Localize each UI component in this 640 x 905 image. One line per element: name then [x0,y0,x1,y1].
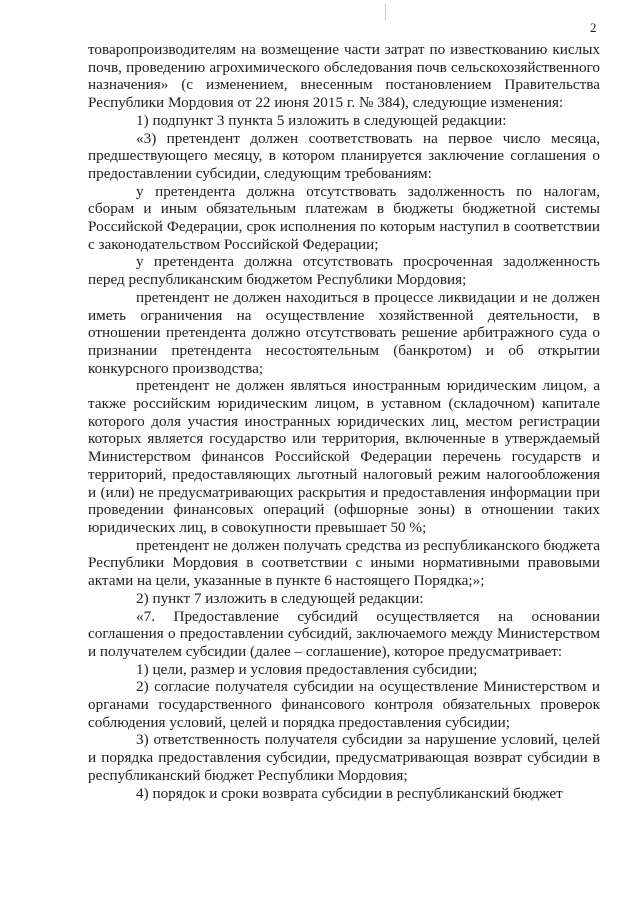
document-body [88,41,600,802]
paragraph-requirement-taxes: у претендента должна отсутствовать задолженность по налогам, сборам и иным обязательным платежам в бюджеты бюджетной системы Российской Федерации, срок исполнения по которым наступил в соответствии с законодательством Российской Федерации; [88,182,600,253]
paragraph-agreement-term-1: 1) цели, размер и условия предоставления субсидии; [136,660,478,678]
page-number: 2 [590,20,597,35]
paragraph-clause-7: «7. Предоставление субсидий осуществляется на основании соглашения о предоставлении субсидий, заключаемого между Министерством и получателем субсидии (далее – соглашение), которое предусматривает: [88,607,600,660]
paragraph-agreement-term-4: 4) порядок и сроки возврата субсидии в республиканский бюджет [136,784,563,802]
paragraph-agreement-term-3: 3) ответственность получателя субсидии за нарушение условий, целей и порядка предоставления субсидии, предусматривающая возврат субсидии в республиканский бюджет Республики Мордовия; [88,731,600,784]
paragraph-requirement-overdue-debt: у претендента должна отсутствовать просроченная задолженность перед республиканским бюджетом Республики Мордовия; [88,253,600,289]
scan-fold-mark [385,4,387,20]
paragraph-continuation: товаропроизводителям на возмещение части затрат по известкованию кислых почв, проведению агрохимического обследования почв сельскохозяйственного назначения» (с изменением, внесенным постановлением Правительства Республики Мордовия от 22 июня 2015 г. № 384), следующие изменения: [88,41,600,112]
paragraph-agreement-term-2: 2) согласие получателя субсидии на осуществление Министерством и органами государственного финансового контроля обязательных проверок соблюдения условий, целей и порядка предоставления субсидии; [88,678,600,731]
paragraph-subitem-3: «3) претендент должен соответствовать на первое число месяца, предшествующего месяцу, в котором планируется заключение соглашения о предоставлении субсидии, следующим требованиям: [88,129,600,182]
paragraph-item-1: 1) подпункт 3 пункта 5 изложить в следующей редакции: [136,111,507,129]
paragraph-requirement-other-funds: претендент не должен получать средства из республиканского бюджета Республики Мордовия в соответствии с иными нормативными правовыми актами на цели, указанные в пункте 6 настоящего Порядка;»; [88,536,600,590]
paragraph-item-2: 2) пункт 7 изложить в следующей редакции: [136,589,424,607]
paragraph-requirement-liquidation: претендент не должен находиться в процессе ликвидации и не должен иметь ограничения на осуществление хозяйственной деятельности, в отношении претендента должно отсутствовать решение арбитражного суда о признании претендента несостоятельным (банкротом) и об открытии конкурсного производства; [88,288,600,377]
paragraph-requirement-foreign-entity: претендент не должен являться иностранным юридическим лицом, а также российским юридическим лицом, в уставном (складочном) капитале которого доля участия иностранных юридических лиц, местом регистрации которых является государство или территория, включенные в утверждаемый Министерством финансов Российской Федерации перечень государств и территорий, предоставляющих льготный налоговый режим налогообложения и (или) не предусматривающих раскрытия и предоставления информации при проведении финансовых операций (офшорные зоны) в отношении таких юридических лиц, в совокупности превышает 50 %; [88,377,600,536]
